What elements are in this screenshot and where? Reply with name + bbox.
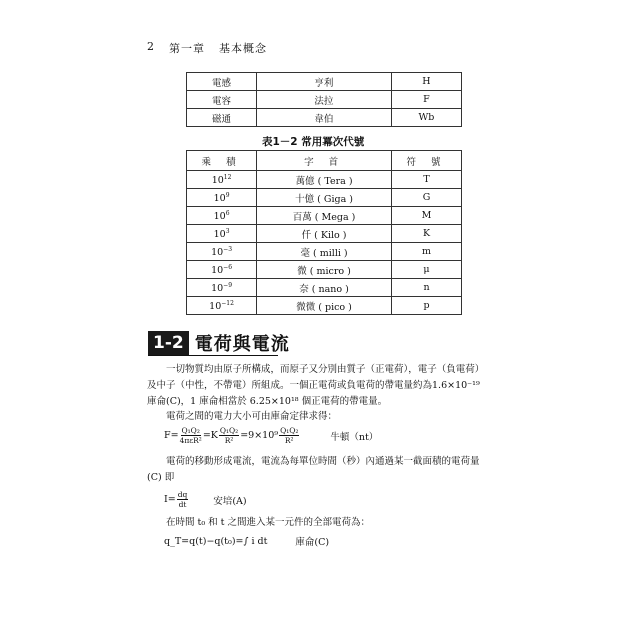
chapter-label: 第一章 [169,42,205,55]
table-cell: H [391,73,461,91]
paragraph-current: 電荷的移動形成電流，電流為每單位時間（秒）內通過某一截面積的電荷量(C) 即 [147,456,480,483]
section-underline [148,355,278,356]
current-equation [164,490,247,509]
eq-k: =K [202,430,218,441]
col-header-prefix: 字 首 [257,151,392,171]
table-row [187,171,462,189]
table-cell: 法拉 [256,91,391,109]
product-cell: $10^{-3}$ [187,243,257,261]
section-heading [148,330,290,356]
charge-unit: 庫侖(C) [295,537,330,548]
prefix-cell: 奈 ( nano ) [257,279,392,297]
prefix-cell: 十億 ( Giga ) [257,189,392,207]
table-row [187,297,462,315]
chapter-title: 基本概念 [219,42,267,55]
page-number: 2 [147,40,155,53]
prefix-cell: 微微 ( pico ) [257,297,392,315]
eq-lhs: F= [164,430,179,441]
table-row [187,73,462,91]
symbol-cell: G [392,189,462,207]
table-row [187,189,462,207]
table-row [187,91,462,109]
paragraph-charge: 在時間 t₀ 和 t 之間進入某一元件的全部電荷為： [166,517,371,528]
table-cell: 亨利 [256,73,391,91]
fraction-1: $\frac{\text{Q₁Q₂}}{\text{4πεR²}}$ [179,426,202,445]
prefix-cell: 百萬 ( Mega ) [257,207,392,225]
product-cell: $10^{-6}$ [187,261,257,279]
table-caption: 表1－2 常用冪次代號 [262,136,365,148]
table-row [187,279,462,297]
section-title: 電荷與電流 [194,334,290,355]
table-row [187,225,462,243]
charge-expression: q_T=q(t)−q(t₀)=∫ i dt [164,535,268,547]
product-cell: $10^3$ [187,225,257,243]
table-row [187,243,462,261]
fraction-2: $\frac{\text{Q₁Q₂}}{\text{R²}}$ [219,426,239,445]
fraction-3: $\frac{\text{Q₁Q₂}}{\text{R²}}$ [280,426,299,445]
table-row [187,207,462,225]
product-cell: $10^{12}$ [187,171,257,189]
current-fraction: $\frac{dq}{dt}$ [177,490,188,509]
force-unit: 牛頓（nt） [330,431,379,443]
table-cell: 電容 [187,91,257,109]
running-header [147,40,267,56]
coulomb-equation [164,426,378,445]
table-cell: 電感 [187,73,257,91]
units-table [186,72,462,127]
charge-equation [164,534,329,548]
prefix-cell: 萬億 ( Tera ) [257,171,392,189]
table-row [187,109,462,127]
product-cell: $10^9$ [187,189,257,207]
table-cell: 韋伯 [256,109,391,127]
symbol-cell: K [392,225,462,243]
prefix-cell: 毫 ( milli ) [257,243,392,261]
symbol-cell: μ [392,261,462,279]
table-cell: 磁通 [187,109,257,127]
prefix-cell: 微 ( micro ) [257,261,392,279]
symbol-cell: p [392,297,462,315]
table-cell: F [391,91,461,109]
section-number: 1-2 [148,331,189,355]
current-lhs: I= [164,494,176,505]
paragraph-coulomb-intro: 電荷之間的電力大小可由庫侖定律求得： [166,411,338,422]
prefix-table [186,150,462,315]
table-cell: Wb [391,109,461,127]
table-row [187,261,462,279]
col-header-product: 乘 積 [187,151,257,171]
prefix-cell: 仟 ( Kilo ) [257,225,392,243]
product-cell: $10^6$ [187,207,257,225]
paragraph-atoms: 一切物質均由原子所構成，而原子又分別由質子（正電荷），電子（負電荷）及中子（中性，不帶電）所組成。一個正電荷或負電荷的帶電量約為1.6×10⁻¹⁹ 庫侖(C)，1 庫侖相當於 6.25×10¹⁸ 個正電荷的帶電量。 [147,364,485,407]
eq-constant: =9×10⁹ [240,430,279,441]
product-cell: $10^{-12}$ [187,297,257,315]
symbol-cell: n [392,279,462,297]
product-cell: $10^{-9}$ [187,279,257,297]
current-unit: 安培(A) [213,495,247,507]
symbol-cell: T [392,171,462,189]
symbol-cell: m [392,243,462,261]
col-header-symbol: 符 號 [392,151,462,171]
symbol-cell: M [392,207,462,225]
